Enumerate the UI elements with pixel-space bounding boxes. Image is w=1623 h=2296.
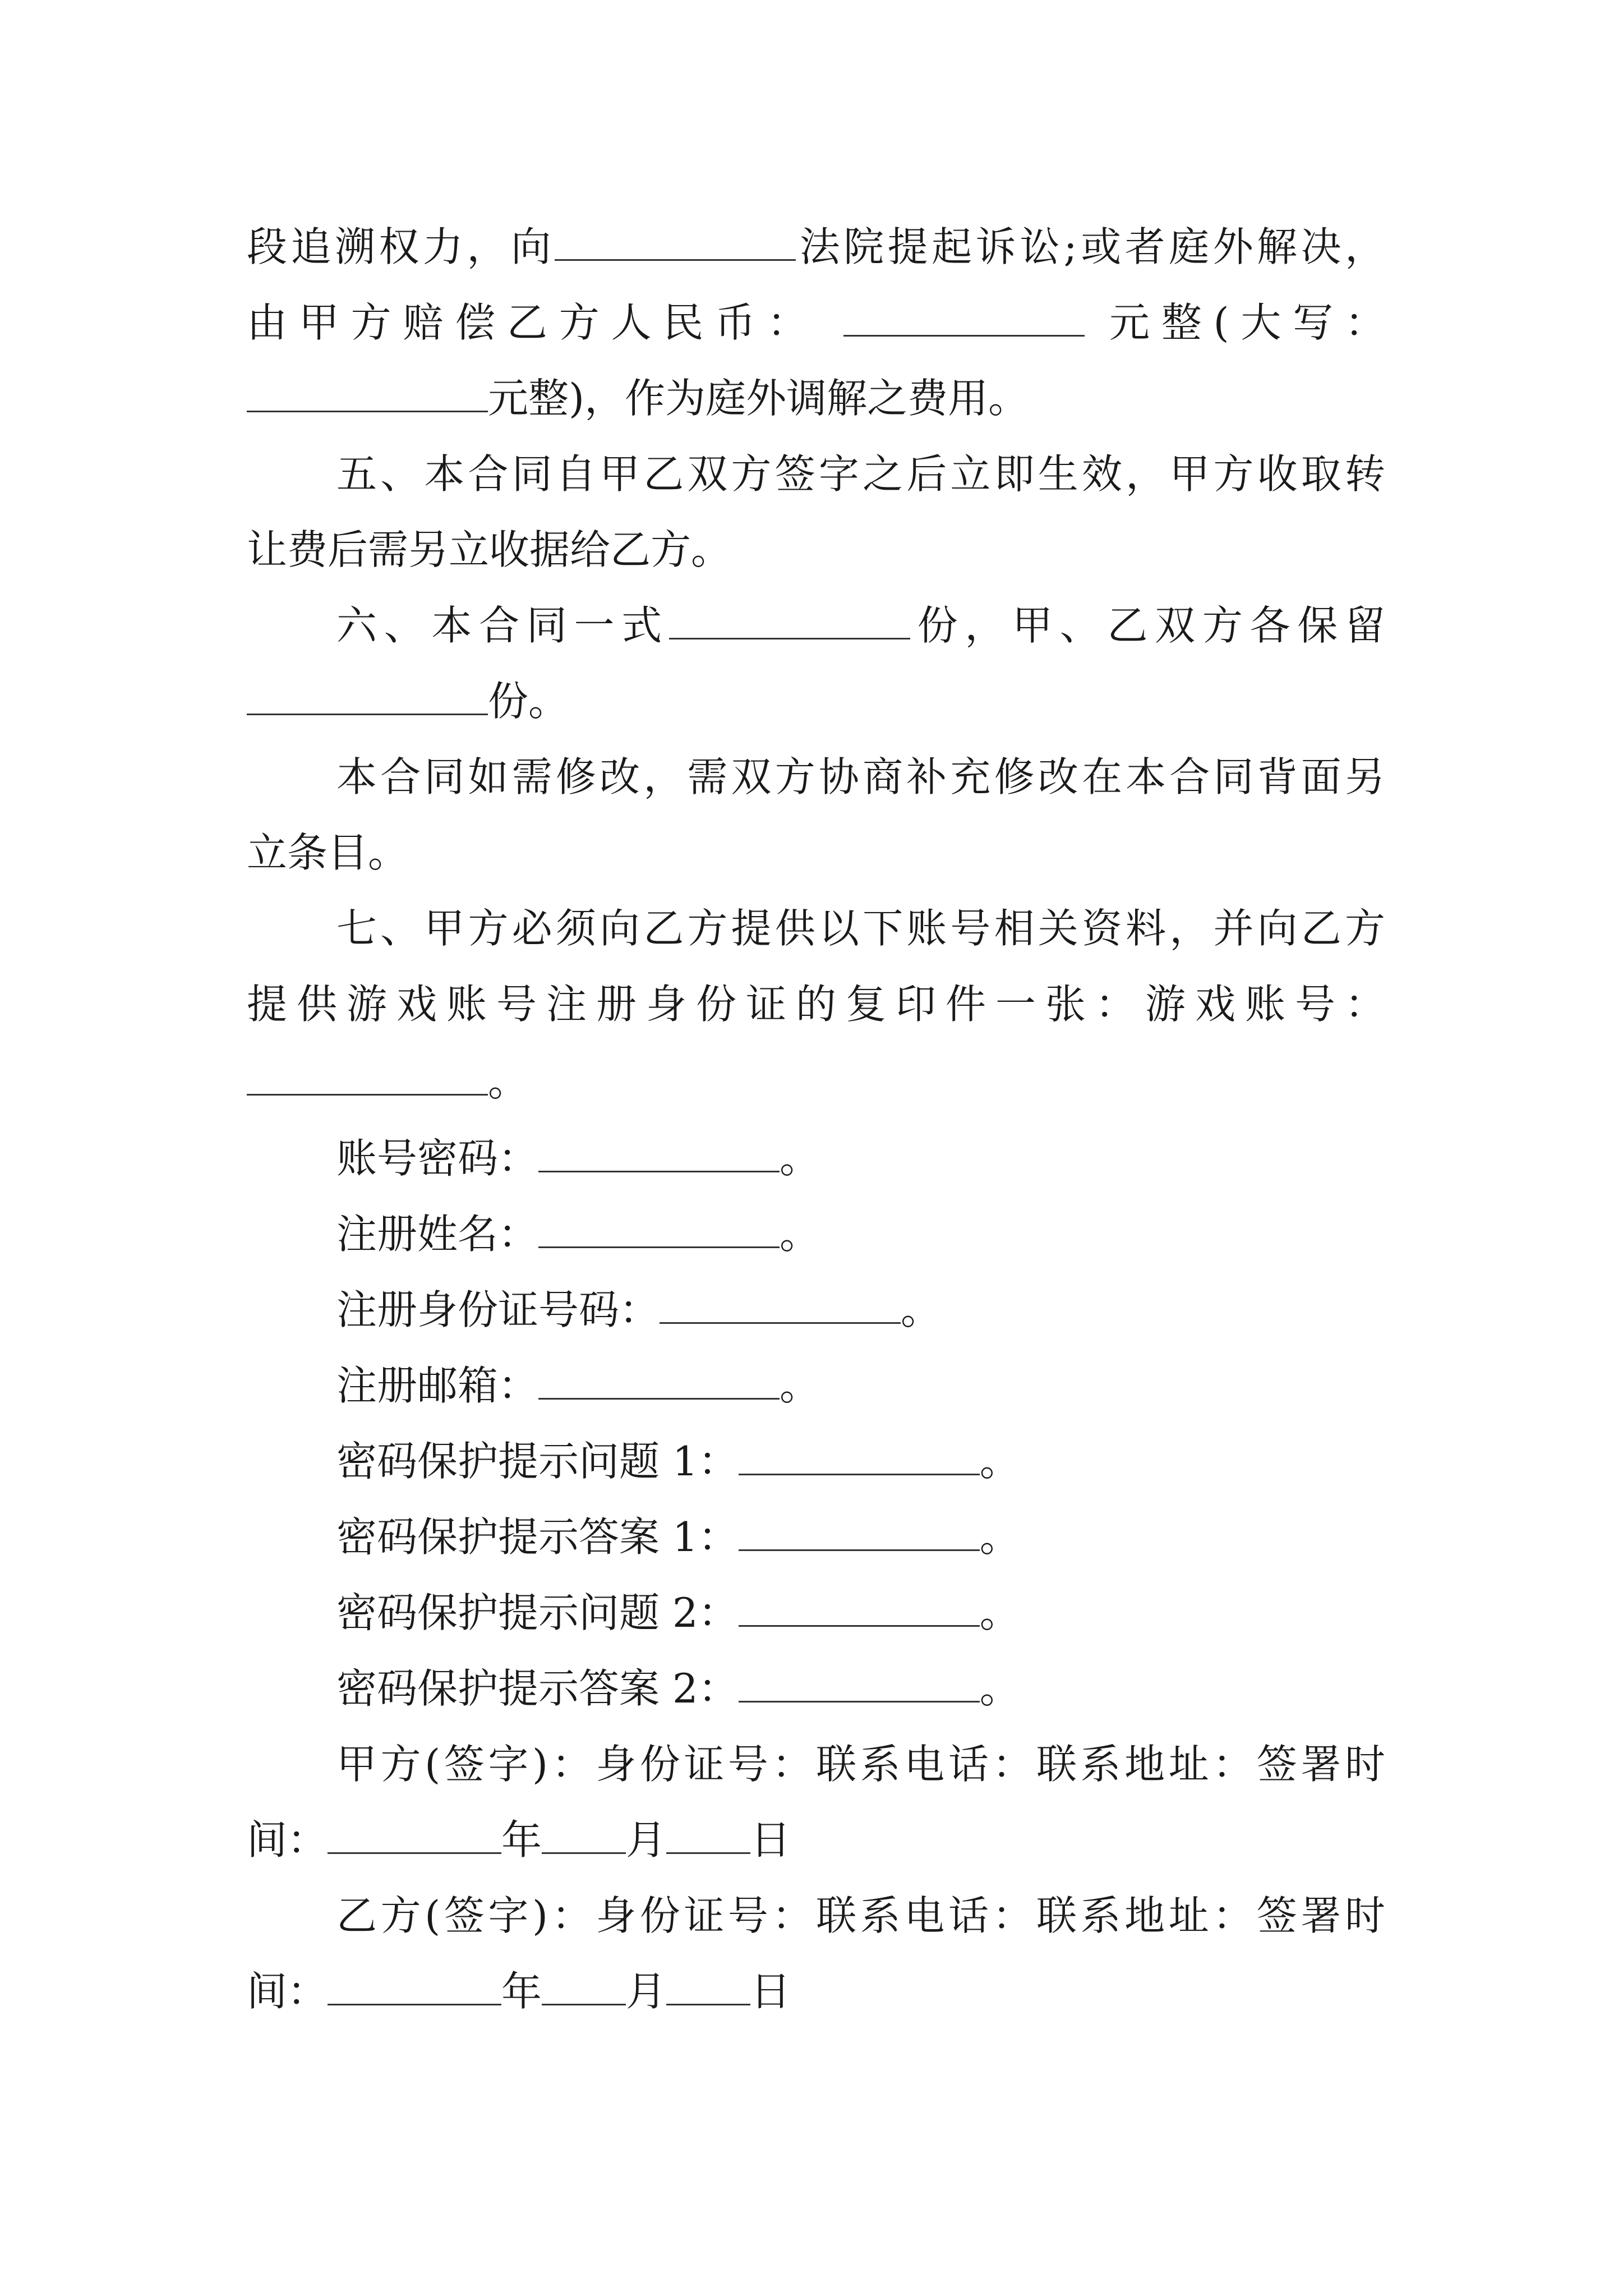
field-label: 密码保护提示答案 1： (336, 1513, 739, 1561)
field-end: 。 (979, 1589, 1020, 1636)
field-label: 密码保护提示答案 2： (336, 1665, 739, 1712)
field-row (336, 1358, 1385, 1414)
clause5-line1: 五、本合同自甲乙双方签字之后立即生效，甲方收取转 (336, 450, 1385, 498)
court-blank[interactable] (555, 220, 796, 261)
clause4-text-d: 元整(大写： (1109, 299, 1385, 346)
register-email-blank[interactable] (538, 1359, 780, 1400)
field-end: 。 (979, 1513, 1020, 1561)
amend-line1: 本合同如需修改，需双方协商补充修改在本合同背面另 (336, 753, 1385, 800)
clause4-line2 (247, 295, 1385, 351)
account-password-blank[interactable] (538, 1131, 780, 1172)
clause6-line2 (247, 673, 1385, 729)
party-b-year-blank[interactable] (328, 1964, 501, 2005)
field-row (336, 1433, 1385, 1489)
game-account-blank[interactable] (247, 1055, 488, 1096)
security-answer-2-blank[interactable] (739, 1662, 980, 1703)
field-row (336, 1660, 1385, 1717)
date-prefix: 间： (247, 1816, 328, 1864)
clause7-line1: 七、甲方必须向乙方提供以下账号相关资料，并向乙方 (336, 905, 1385, 952)
clause4-line3 (247, 370, 1385, 426)
compensation-amount-blank[interactable] (843, 296, 1085, 337)
clause5-line2: 让费后需另立收据给乙方。 (247, 526, 732, 573)
field-end: 。 (979, 1438, 1020, 1485)
field-row (336, 1509, 1385, 1565)
party-a-year-blank[interactable] (328, 1813, 501, 1854)
clause4-line1 (247, 219, 1385, 275)
field-end: 。 (901, 1286, 942, 1333)
field-end: 。 (780, 1362, 820, 1409)
copies-each-blank[interactable] (247, 674, 488, 715)
field-label: 注册身份证号码： (336, 1286, 660, 1333)
field-label: 账号密码： (336, 1135, 539, 1182)
register-id-number-blank[interactable] (660, 1283, 901, 1324)
party-b-line1: 乙方(签字)：身份证号：联系电话：联系地址：签署时 (336, 1892, 1385, 1939)
clause7-line3 (247, 1053, 1385, 1110)
month-label: 月 (626, 1968, 667, 2015)
clause4-text-b: 法院提起诉讼;或者庭外解决， (796, 223, 1385, 270)
field-row (336, 1585, 1385, 1641)
year-label: 年 (501, 1816, 542, 1864)
field-label: 密码保护提示问题 1： (336, 1438, 739, 1485)
month-label: 月 (626, 1816, 667, 1864)
clause6-text-b: 份，甲、乙双方各保留 (910, 602, 1385, 649)
party-a-line1: 甲方(签字)：身份证号：联系电话：联系地址：签署时 (336, 1741, 1385, 1788)
field-end: 。 (979, 1665, 1020, 1712)
security-answer-1-blank[interactable] (739, 1510, 980, 1551)
field-row (336, 1206, 1385, 1262)
clause4-text-a: 段追溯权力，向 (247, 223, 555, 270)
year-label: 年 (501, 1968, 542, 2015)
clause7-line2: 提供游戏账号注册身份证的复印件一张：游戏账号： (247, 981, 1385, 1028)
clause6-text-a: 六、本合同一式 (336, 602, 669, 649)
field-row (336, 1282, 1385, 1338)
copies-total-blank[interactable] (669, 599, 910, 639)
date-prefix: 间： (247, 1968, 328, 2015)
compensation-uppercase-blank[interactable] (247, 371, 488, 412)
day-label: 日 (750, 1968, 791, 2015)
clause7-end: 。 (488, 1058, 529, 1105)
party-a-date-line (247, 1812, 1385, 1868)
clause6-text-c: 份。 (488, 678, 569, 725)
party-b-date-line (247, 1963, 1385, 2019)
amend-line2: 立条目。 (247, 829, 409, 876)
clause4-text-e: 元整)，作为庭外调解之费用。 (488, 375, 1029, 422)
field-label: 注册姓名： (336, 1211, 539, 1258)
party-b-day-blank[interactable] (666, 1964, 750, 2005)
clause6-line1 (336, 597, 1385, 654)
field-label: 密码保护提示问题 2： (336, 1589, 739, 1636)
clause4-text-c: 由甲方赔偿乙方人民币： (247, 299, 819, 346)
field-label: 注册邮箱： (336, 1362, 539, 1409)
day-label: 日 (750, 1816, 791, 1864)
party-a-month-blank[interactable] (542, 1813, 626, 1854)
security-question-2-blank[interactable] (739, 1586, 980, 1627)
party-b-month-blank[interactable] (542, 1964, 626, 2005)
security-question-1-blank[interactable] (739, 1434, 980, 1475)
register-name-blank[interactable] (538, 1207, 780, 1248)
field-row (336, 1130, 1385, 1186)
party-a-day-blank[interactable] (666, 1813, 750, 1854)
field-end: 。 (780, 1135, 820, 1182)
field-end: 。 (780, 1211, 820, 1258)
